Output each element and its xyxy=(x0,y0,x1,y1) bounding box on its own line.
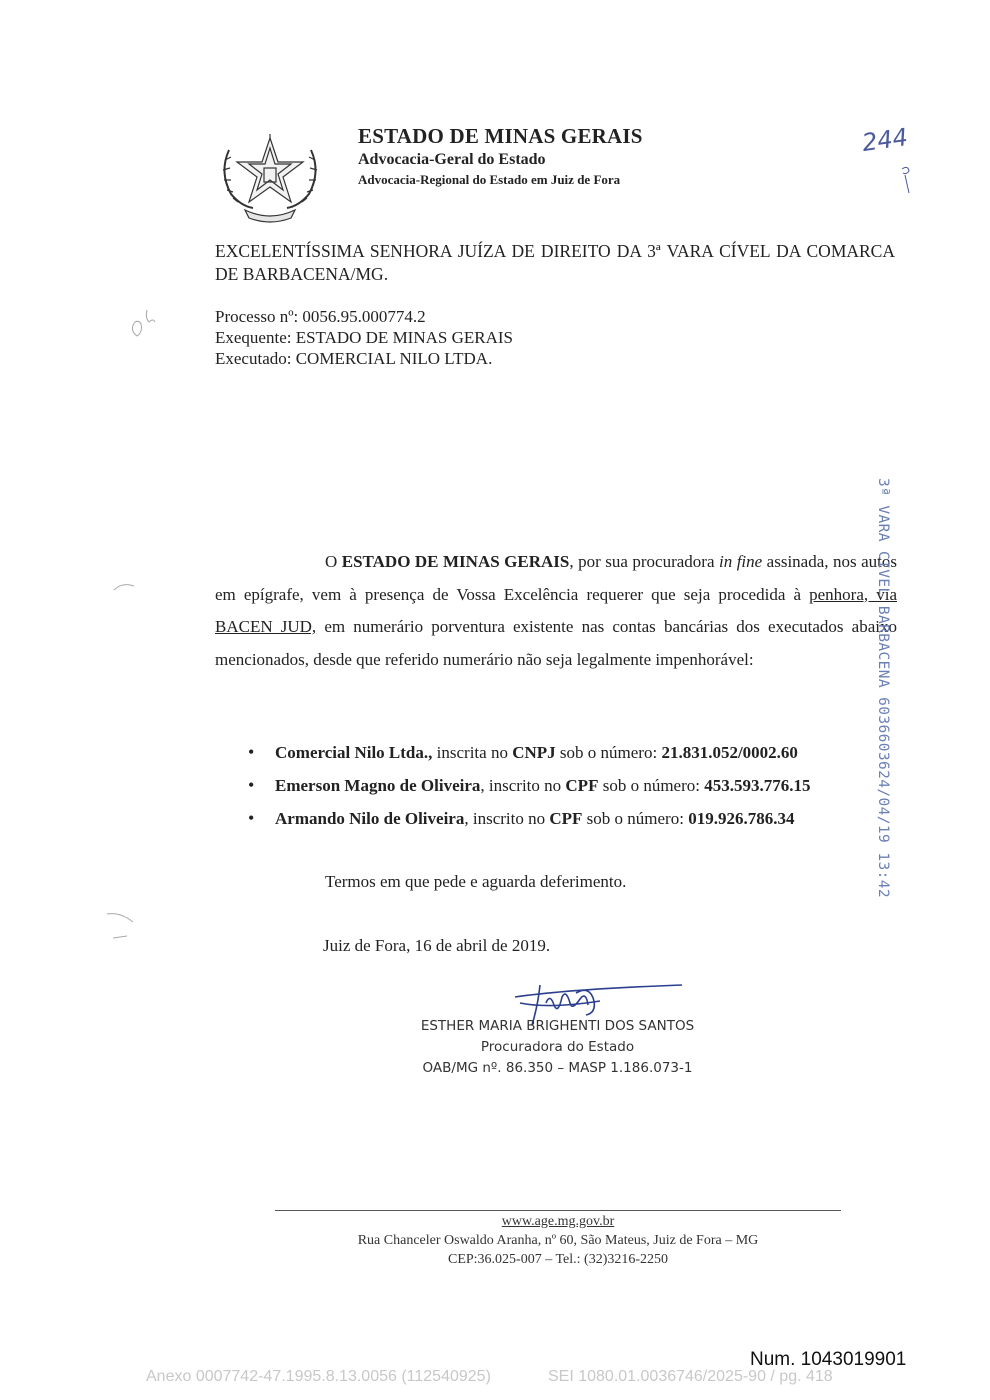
process-exequente: Exequente: ESTADO DE MINAS GERAIS xyxy=(215,328,513,347)
handwritten-page-number: 244 xyxy=(860,122,910,158)
margin-mark xyxy=(105,910,137,944)
handwritten-initial-mark xyxy=(900,165,912,195)
signature-block xyxy=(415,1016,700,1079)
petition-body: O ESTADO DE MINAS GERAIS, por sua procuradora in fine assinada, nos autos em epígrafe, vem à presença de Vossa Excelência requerer que seja procedida à penhora, via BACEN JUD, em numerário porventura existente nas contas bancárias dos executados abaixo mencionados, desde que referido numerário não seja legalmente impenhorável: xyxy=(215,552,897,669)
addressee: EXCELENTÍSSIMA SENHORA JUÍZA DE DIREITO DA 3ª VARA CÍVEL DA COMARCA DE BARBACENA/MG. xyxy=(215,241,895,284)
entity-name: ESTADO DE MINAS GERAIS xyxy=(341,552,570,571)
sei-reference: SEI 1080.01.0036746/2025-90 / pg. 418 xyxy=(548,1368,833,1385)
footer xyxy=(275,1212,841,1269)
place-and-date: Juiz de Fora, 16 de abril de 2019. xyxy=(323,936,551,955)
list-item: • Comercial Nilo Ltda., inscrita no CNPJ sob o número: 21.831.052/0002.60 xyxy=(248,736,810,769)
header-subtitle-regional: Advocacia-Regional do Estado em Juiz de Fora xyxy=(358,172,621,187)
signer-registration: OAB/MG nº. 86.350 – MASP 1.186.073-1 xyxy=(422,1060,693,1076)
margin-mark xyxy=(125,308,165,342)
process-info xyxy=(215,306,513,369)
signer-name: ESTHER MARIA BRIGHENTI DOS SANTOS xyxy=(420,1018,695,1034)
header-subtitle: Advocacia-Geral do Estado xyxy=(358,151,546,168)
footer-contact: CEP:36.025-007 – Tel.: (32)3216-2250 xyxy=(447,1252,669,1267)
closing-statement: Termos em que pede e aguarda deferimento. xyxy=(325,872,627,891)
list-item: • Armando Nilo de Oliveira, inscrito no CPF sob o número: 019.926.786.34 xyxy=(248,802,810,835)
state-coat-of-arms xyxy=(215,132,325,224)
signer-role: Procuradora do Estado xyxy=(480,1039,635,1055)
footer-url[interactable]: www.age.mg.gov.br xyxy=(501,1214,615,1229)
executed-parties-list xyxy=(248,736,810,835)
header-title: ESTADO DE MINAS GERAIS xyxy=(358,124,643,148)
margin-mark xyxy=(112,580,138,596)
footer-divider xyxy=(275,1210,841,1211)
list-item: • Emerson Magno de Oliveira, inscrito no CPF sob o número: 453.593.776.15 xyxy=(248,769,810,802)
process-executado: Executado: COMERCIAL NILO LTDA. xyxy=(215,349,493,368)
process-number: Processo nº: 0056.95.000774.2 xyxy=(215,307,426,326)
annex-reference: Anexo 0007742-47.1995.8.13.0056 (112540925) xyxy=(146,1368,491,1385)
footer-address: Rua Chanceler Oswaldo Aranha, nº 60, São Mateus, Juiz de Fora – MG xyxy=(357,1233,759,1248)
bacen-jud-phrase: penhora, via BACEN JUD, xyxy=(215,584,897,636)
court-protocol-stamp: 3ª VARA CIVEL BARBACENA 6036603624/04/19 13:42 xyxy=(875,478,891,898)
document-number: Num. 1043019901 xyxy=(750,1349,907,1370)
